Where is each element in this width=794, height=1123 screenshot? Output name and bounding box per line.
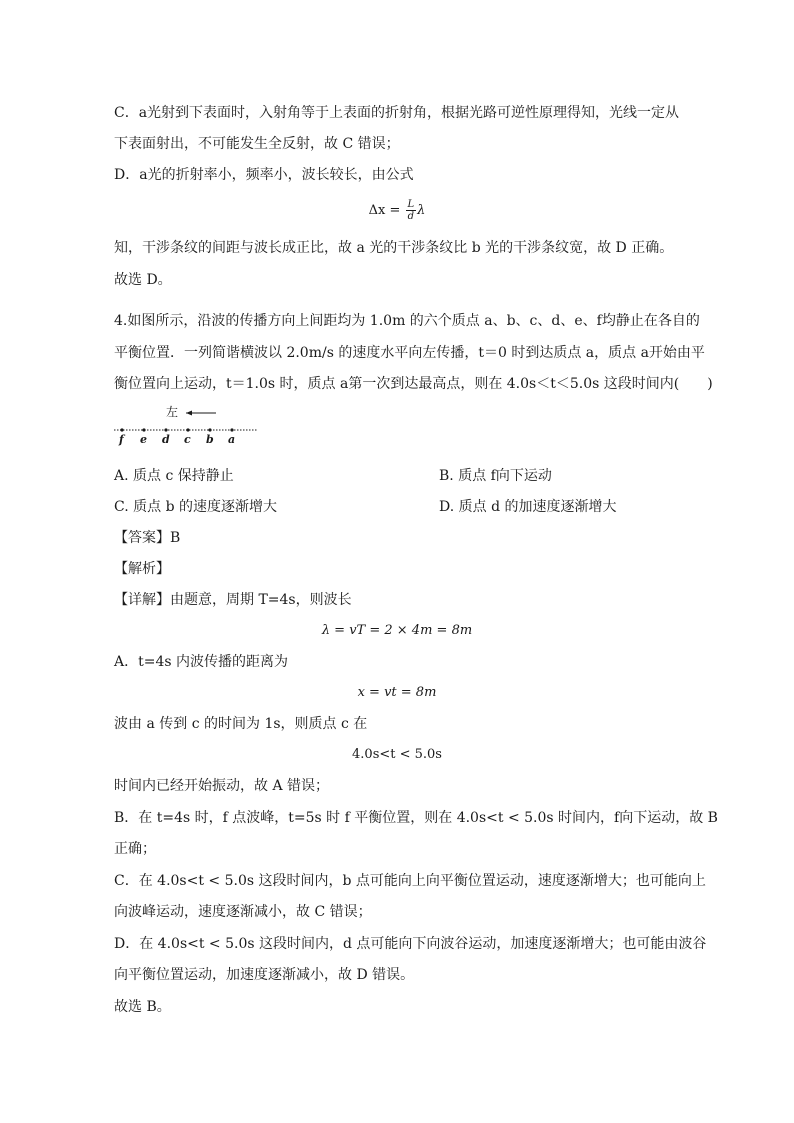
- analysis-tag: 【解析】: [114, 561, 170, 577]
- answer-tag: 【答案】: [114, 530, 170, 546]
- left-arrow-icon: [186, 411, 216, 416]
- line-d-2: 知，干涉条纹的间距与波长成正比，故 a 光的干涉条纹比 b 光的干涉条纹宽，故 D 正确。: [114, 240, 674, 256]
- detail-text: 由题意，周期 T=4s，则波长: [170, 592, 352, 608]
- option-d: D. 质点 d 的加速度逐渐增大: [439, 499, 617, 515]
- wave-figure: [112, 402, 262, 448]
- line-a-1: A．t=4s 内波传播的距离为: [114, 654, 289, 670]
- equation-interval: 4.0s<t < 5.0s: [352, 747, 442, 762]
- point-e-dot: [142, 428, 145, 431]
- line-b-1: B．在 t=4s 时，f 点波峰，t=5s 时 f 平衡位置，则在 4.0s<t < 5.0s 时间内，f向下运动，故 B: [114, 810, 718, 826]
- point-f-label: f: [119, 433, 124, 446]
- line-b-2: 正确；: [114, 841, 156, 857]
- option-b: B. 质点 f向下运动: [439, 468, 552, 484]
- line-c-1: C．a光射到下表面时，入射角等于上表面的折射角，根据光路可逆性原理得知，光线一定从: [114, 105, 680, 121]
- line-d-analysis-2: 向平衡位置运动，加速度逐渐减小，故 D 错误。: [114, 967, 415, 983]
- detail-tag: 【详解】: [114, 592, 170, 608]
- formula-interference: [0, 196, 794, 226]
- point-d-dot: [164, 428, 167, 431]
- line-d-analysis-1: D．在 4.0s<t < 5.0s 这段时间内，d 点可能向下向波谷运动，加速度逐渐增大；也可能由波谷: [114, 936, 707, 952]
- option-a: A. 质点 c 保持静止: [114, 468, 234, 484]
- question-4-line-3: 衡位置向上运动，t＝1.0s 时，质点 a第一次到达最高点，则在 4.0s＜t＜5.0s 这段时间内( ): [114, 376, 713, 392]
- equation-wavelength: λ = vT = 2 × 4m = 8m: [321, 623, 473, 638]
- line-choose-b: 故选 B。: [114, 999, 171, 1015]
- point-b-dot: [208, 428, 211, 431]
- option-c: C. 质点 b 的速度逐渐增大: [114, 499, 277, 515]
- point-f-dot: [120, 428, 123, 431]
- point-c-dot: [186, 428, 189, 431]
- formula-rhs: λ: [417, 203, 426, 218]
- answer-value: B: [170, 530, 181, 546]
- equation-distance: x = vt = 8m: [357, 685, 437, 700]
- line-a-3: 时间内已经开始振动，故 A 错误；: [114, 778, 330, 794]
- point-a-dot: [230, 428, 233, 431]
- line-c-analysis-2: 向波峰运动，速度逐渐减小，故 C 错误；: [114, 904, 372, 920]
- question-4-line-1: 4.如图所示，沿波的传播方向上间距均为 1.0m 的六个质点 a、b、c、d、e、f均静止在各自的: [114, 313, 700, 329]
- point-b-label: b: [206, 433, 214, 446]
- line-d-1: D．a光的折射率小，频率小，波长较长，由公式: [114, 167, 414, 183]
- point-c-label: c: [184, 433, 191, 446]
- formula-lhs: Δx =: [368, 203, 401, 218]
- line-c-analysis-1: C．在 4.0s<t < 5.0s 这段时间内，b 点可能向上向平衡位置运动，速度逐渐增大；也可能向上: [114, 873, 706, 889]
- question-4-line-2: 平衡位置．一列简谐横波以 2.0m/s 的速度水平向左传播，t＝0 时到达质点 a，质点 a开始由平: [114, 345, 705, 361]
- direction-label: 左: [166, 405, 179, 419]
- point-d-label: d: [162, 433, 170, 446]
- point-e-label: e: [140, 433, 147, 446]
- line-choose-d: 故选 D。: [114, 272, 172, 288]
- formula-denominator: d: [407, 211, 415, 222]
- line-c-2: 下表面射出，不可能发生全反射，故 C 错误；: [114, 136, 400, 152]
- point-a-label: a: [228, 433, 236, 446]
- formula-fraction: [406, 199, 417, 222]
- line-a-2: 波由 a 传到 c 的时间为 1s，则质点 c 在: [114, 716, 368, 732]
- detail-line: [114, 590, 352, 610]
- answer-line: [114, 528, 180, 548]
- formula-numerator: L: [407, 199, 415, 210]
